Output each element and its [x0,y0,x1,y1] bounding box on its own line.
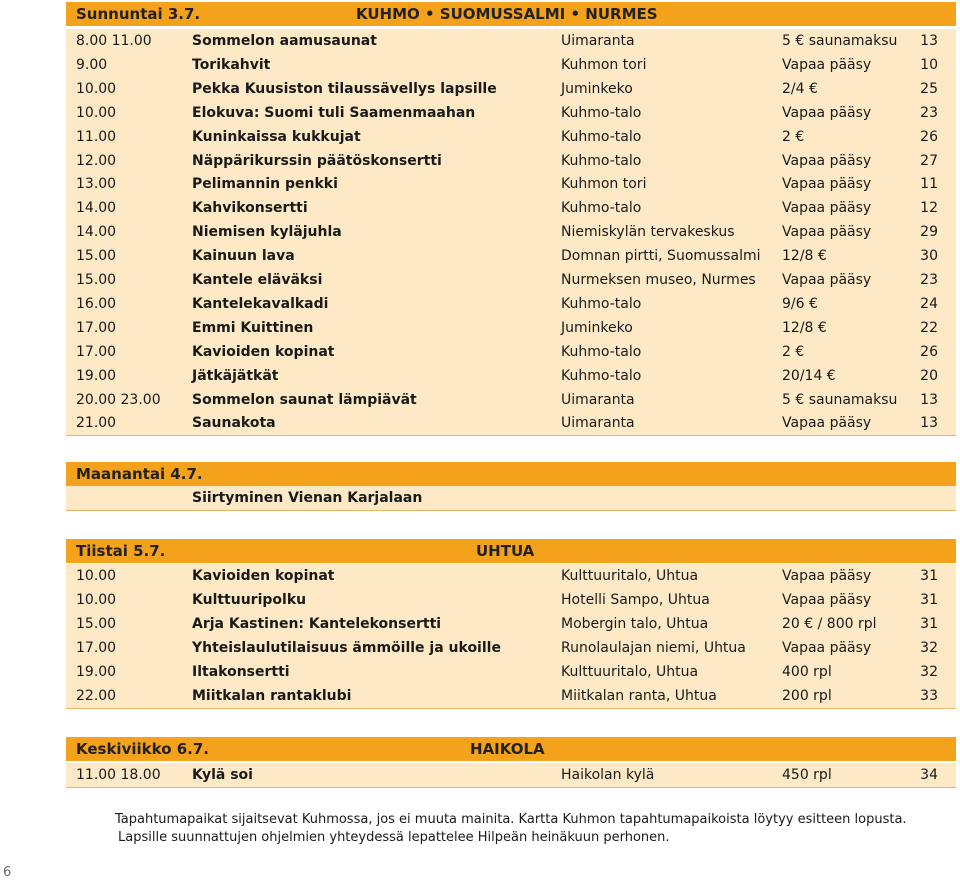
event-place: Uimaranta [561,415,635,432]
location-label: UHTUA [476,542,535,560]
event-price: Vapaa pääsy [782,104,872,121]
event-title: Iltakonsertti [192,663,290,680]
event-page: 13 [920,33,938,49]
event-time: 15.00 [76,248,117,265]
footer-note-2: Lapsille suunnattujen ohjelmien yhteydessä lepattelee Hilpeän heinäkuun perhonen. [118,830,670,845]
event-title: Kylä soi [192,767,253,783]
day-header-tuesday [66,539,956,563]
event-title: Kahvikonsertti [192,200,308,217]
event-page: 12 [920,200,938,217]
event-price: Vapaa pääsy [782,56,872,73]
event-price: Vapaa pääsy [782,200,872,217]
event-time: 19.00 [76,367,117,384]
event-page: 13 [920,391,938,408]
event-page: 22 [920,319,938,336]
table-row [66,53,956,78]
event-title: Pekka Kuusiston tilaussävellys lapsille [192,80,497,97]
event-title: Kainuun lava [192,248,295,265]
table-row [66,268,956,293]
event-price: 450 rpl [782,767,832,783]
event-place: Kuhmon tori [561,56,647,73]
table-row [66,316,956,341]
event-title: Kuninkaissa kukkujat [192,128,361,145]
table-row [66,340,956,365]
event-title: Sommelon saunat lämpiävät [192,391,417,408]
table-row [66,612,956,637]
event-place: Kuhmo-talo [561,200,642,217]
event-page: 23 [920,272,938,288]
event-place: Kuhmo-talo [561,104,642,121]
event-time: 22.00 [76,687,117,704]
table-row [66,29,956,54]
event-title: Saunakota [192,415,276,432]
event-page: 25 [920,80,938,97]
page-number: 6 [3,865,12,880]
event-place: Kuhmo-talo [561,295,642,312]
event-title: Kantelekavalkadi [192,295,329,312]
event-place: Juminkeko [561,80,633,97]
event-page: 30 [920,248,938,265]
event-title: Emmi Kuittinen [192,319,314,336]
event-price: Vapaa pääsy [782,272,872,288]
event-title: Sommelon aamusaunat [192,33,377,49]
event-time: 19.00 [76,663,117,680]
table-row [66,172,956,197]
event-price: Vapaa pääsy [782,152,872,169]
table-row [66,564,956,589]
event-page: 32 [920,639,938,656]
table-row [66,196,956,221]
event-time: 9.00 [76,56,108,73]
event-place: Kuhmo-talo [561,152,642,169]
table-row [66,125,956,150]
event-time: 14.00 [76,200,117,217]
event-place: Nurmeksen museo, Nurmes [561,272,756,288]
event-time: 10.00 [76,591,117,608]
event-place: Kuhmo-talo [561,367,642,384]
event-price: 2 € [782,128,805,145]
table-row [66,588,956,613]
event-page: 24 [920,295,938,312]
event-title: Yhteislaulutilaisuus ämmöille ja ukoille [192,639,501,656]
day-label: Tiistai 5.7. [76,542,166,560]
event-place: Domnan pirtti, Suomussalmi [561,248,761,265]
event-page: 26 [920,343,938,360]
event-title: Kavioiden kopinat [192,568,335,584]
table-row [66,149,956,174]
event-price: 20 € / 800 rpl [782,615,877,632]
event-time: 10.00 [76,568,117,584]
event-time: 14.00 [76,224,117,241]
event-page: 31 [920,591,938,608]
event-place: Juminkeko [561,319,633,336]
day-header-wednesday [66,737,956,761]
event-place: Hotelli Sampo, Uhtua [561,591,710,608]
event-place: Runolaulajan niemi, Uhtua [561,639,746,656]
event-price: 12/8 € [782,248,827,265]
event-title: Näppärikurssin päätöskonsertti [192,152,442,169]
event-title: Niemisen kyläjuhla [192,224,342,241]
event-title: Kantele eläväksi [192,272,323,288]
event-place: Kuhmo-talo [561,128,642,145]
location-label: KUHMO • SUOMUSSALMI • NURMES [356,5,658,23]
event-place: Kulttuuritalo, Uhtua [561,568,699,584]
event-page: 31 [920,615,938,632]
footer-note-1: Tapahtumapaikat sijaitsevat Kuhmossa, jos ei muuta mainita. Kartta Kuhmon tapahtumapaikoista löytyy esitteen lopusta. [115,812,907,827]
event-page: 23 [920,104,938,121]
day-label: Sunnuntai 3.7. [76,5,201,23]
event-title: Jätkäjätkät [192,367,279,384]
day-label: Maanantai 4.7. [76,465,203,483]
event-title: Miitkalan rantaklubi [192,687,352,704]
event-time: 17.00 [76,343,117,360]
event-time: 20.00 23.00 [76,391,161,408]
event-price: Vapaa pääsy [782,224,872,241]
table-row [66,763,956,788]
event-price: Vapaa pääsy [782,591,872,608]
event-page: 26 [920,128,938,145]
event-place: Kuhmon tori [561,176,647,193]
event-price: 20/14 € [782,367,836,384]
event-price: Vapaa pääsy [782,176,872,193]
table-row [66,364,956,389]
event-title: Pelimannin penkki [192,176,338,193]
table-row [66,660,956,685]
event-place: Haikolan kylä [561,767,655,783]
event-title: Torikahvit [192,56,271,73]
table-row [66,292,956,317]
event-price: Vapaa pääsy [782,568,872,584]
table-row [66,101,956,126]
event-time: 11.00 [76,128,117,145]
table-row [66,411,956,436]
event-price: 200 rpl [782,687,832,704]
event-page: 27 [920,152,938,169]
event-time: 13.00 [76,176,117,193]
event-time: 15.00 [76,272,117,288]
event-time: 16.00 [76,295,117,312]
event-time: 17.00 [76,319,117,336]
event-time: 10.00 [76,104,117,121]
event-place: Uimaranta [561,33,635,49]
event-title: Elokuva: Suomi tuli Saamenmaahan [192,104,476,121]
event-time: 8.00 11.00 [76,33,152,49]
day-header-sunday [66,2,956,26]
event-page: 33 [920,687,938,704]
event-price: 400 rpl [782,663,832,680]
event-page: 13 [920,415,938,432]
table-row [66,486,956,511]
event-page: 34 [920,767,938,783]
location-label: HAIKOLA [470,740,545,758]
event-price: 5 € saunamaksu [782,391,898,408]
event-price: Vapaa pääsy [782,415,872,432]
event-place: Uimaranta [561,391,635,408]
day-label: Keskiviikko 6.7. [76,740,209,758]
event-price: 5 € saunamaksu [782,33,898,49]
event-time: 17.00 [76,639,117,656]
event-time: 15.00 [76,615,117,632]
event-place: Niemiskylän tervakeskus [561,224,735,241]
event-price: 2/4 € [782,80,818,97]
event-page: 11 [920,176,938,193]
event-time: 11.00 18.00 [76,767,161,783]
table-row [66,636,956,661]
table-row [66,244,956,269]
event-price: 12/8 € [782,319,827,336]
event-page: 29 [920,224,938,241]
table-row [66,220,956,245]
event-place: Kuhmo-talo [561,343,642,360]
event-page: 10 [920,56,938,73]
event-time: 12.00 [76,152,117,169]
event-title: Arja Kastinen: Kantelekonsertti [192,615,442,632]
event-title: Siirtyminen Vienan Karjalaan [192,490,423,506]
event-place: Mobergin talo, Uhtua [561,615,709,632]
event-price: Vapaa pääsy [782,639,872,656]
day-header-monday [66,462,956,486]
event-page: 20 [920,367,938,384]
event-price: 9/6 € [782,295,818,312]
event-page: 32 [920,663,938,680]
event-time: 10.00 [76,80,117,97]
event-time: 21.00 [76,415,117,432]
event-title: Kavioiden kopinat [192,343,335,360]
table-row [66,684,956,709]
event-place: Kulttuuritalo, Uhtua [561,663,699,680]
table-row [66,77,956,102]
event-place: Miitkalan ranta, Uhtua [561,687,717,704]
event-title: Kulttuuripolku [192,591,307,608]
table-row [66,388,956,413]
event-page: 31 [920,568,938,584]
event-price: 2 € [782,343,805,360]
